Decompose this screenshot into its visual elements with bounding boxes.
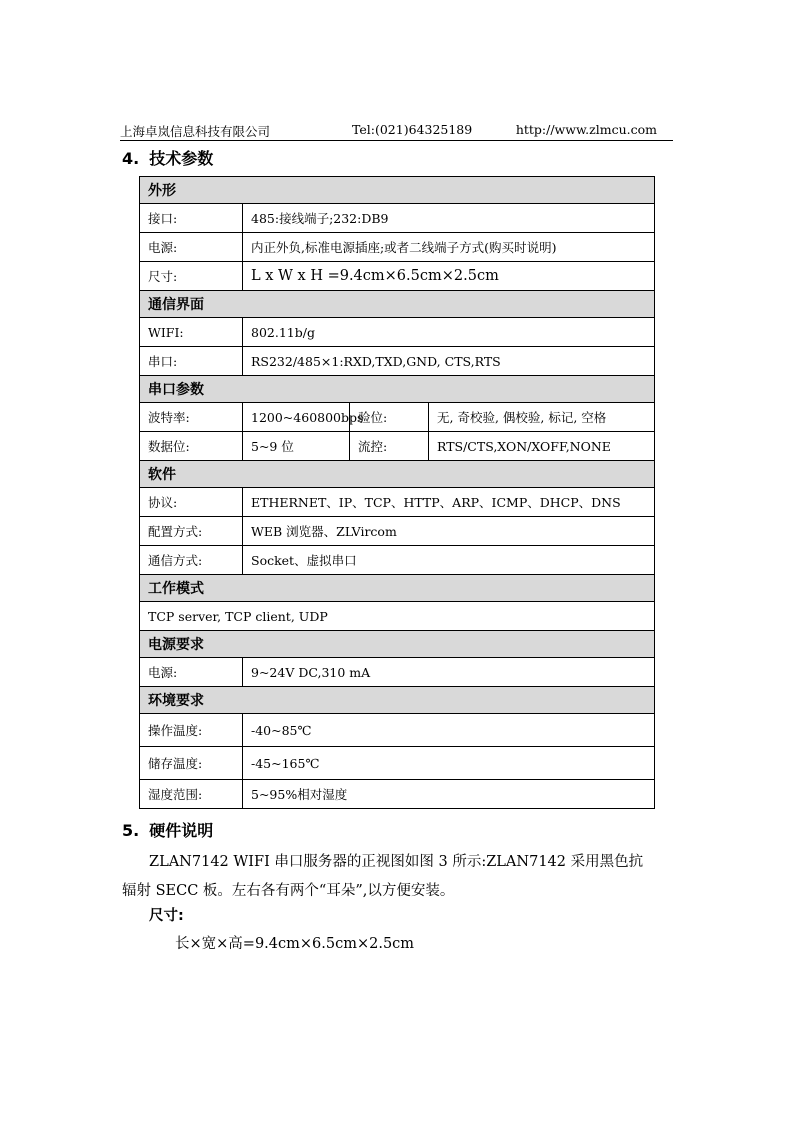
section4-text: 技术参数 — [149, 149, 214, 168]
header-tel: Tel:(021)64325189 — [352, 122, 473, 137]
table-row — [140, 546, 655, 575]
protocol-label: 协议: — [140, 488, 243, 517]
parity-value: 无, 奇校验, 偶校验, 标记, 空格 — [429, 403, 655, 432]
category-row-env — [140, 687, 655, 714]
wifi-value: 802.11b/g — [243, 318, 655, 347]
table-row — [140, 318, 655, 347]
table-row — [140, 233, 655, 262]
humidity-value: 5~95%相对湿度 — [243, 780, 655, 809]
op-temp-value: -40~85℃ — [243, 714, 655, 747]
category-row-software — [140, 461, 655, 488]
paragraph-line-1: ZLAN7142 WIFI 串口服务器的正视图如图 3 所示:ZLAN7142 采用黑色抗 — [149, 854, 644, 870]
interface-value: 485:接线端子;232:DB9 — [243, 204, 655, 233]
config-value: WEB 浏览器、ZLVircom — [243, 517, 655, 546]
protocol-value: ETHERNET、IP、TCP、HTTP、ARP、ICMP、DHCP、DNS — [243, 488, 655, 517]
mode-value: TCP server, TCP client, UDP — [140, 602, 655, 631]
baud-value: 1200~460800bps — [243, 403, 350, 432]
size-label: 尺寸: — [140, 262, 243, 291]
table-row — [140, 602, 655, 631]
category-row-power-req — [140, 631, 655, 658]
config-label: 配置方式: — [140, 517, 243, 546]
serial-label: 串口: — [140, 347, 243, 376]
op-temp-label: 操作温度: — [140, 714, 243, 747]
section5-title — [122, 818, 213, 841]
commmode-value: Socket、虚拟串口 — [243, 546, 655, 575]
category-env: 环境要求 — [140, 687, 655, 714]
st-temp-label: 储存温度: — [140, 747, 243, 780]
table-row — [140, 347, 655, 376]
category-mode: 工作模式 — [140, 575, 655, 602]
databits-label: 数据位: — [140, 432, 243, 461]
header-company: 上海卓岚信息科技有限公司 — [120, 124, 271, 139]
table-row — [140, 747, 655, 780]
table-row — [140, 517, 655, 546]
power-req-label: 电源: — [140, 658, 243, 687]
header-website: http://www.zlmcu.com — [515, 122, 657, 137]
section5-number: 5. — [122, 821, 140, 840]
commmode-label: 通信方式: — [140, 546, 243, 575]
baud-label: 波特率: — [140, 403, 243, 432]
page-header — [120, 120, 673, 141]
power-req-value: 9~24V DC,310 mA — [243, 658, 655, 687]
category-appearance: 外形 — [140, 177, 655, 204]
databits-value: 5~9 位 — [243, 432, 350, 461]
table-row — [140, 714, 655, 747]
table-row — [140, 488, 655, 517]
flow-label: 流控: — [350, 432, 429, 461]
table-row — [140, 204, 655, 233]
wifi-label: WIFI: — [140, 318, 243, 347]
category-row-comm — [140, 291, 655, 318]
category-row-appearance — [140, 177, 655, 204]
size-value: L x W x H =9.4cm×6.5cm×2.5cm — [243, 262, 655, 291]
dimensions-label: 尺寸: — [149, 908, 184, 924]
category-power-req: 电源要求 — [140, 631, 655, 658]
category-software: 软件 — [140, 461, 655, 488]
table-row — [140, 432, 655, 461]
flow-value: RTS/CTS,XON/XOFF,NONE — [429, 432, 655, 461]
interface-label: 接口: — [140, 204, 243, 233]
power-label: 电源: — [140, 233, 243, 262]
power-value: 内正外负,标准电源插座;或者二线端子方式(购买时说明) — [243, 233, 655, 262]
serial-value: RS232/485×1:RXD,TXD,GND, CTS,RTS — [243, 347, 655, 376]
dimensions-value: 长×宽×高=9.4cm×6.5cm×2.5cm — [175, 936, 415, 952]
table-row — [140, 780, 655, 809]
table-row — [140, 262, 655, 291]
section4-title — [122, 146, 213, 169]
category-serial-params: 串口参数 — [140, 376, 655, 403]
category-comm: 通信界面 — [140, 291, 655, 318]
humidity-label: 湿度范围: — [140, 780, 243, 809]
hardware-paragraph — [122, 848, 682, 906]
parity-label: 验位: — [350, 403, 429, 432]
category-row-mode — [140, 575, 655, 602]
table-row — [140, 403, 655, 432]
section5-text: 硬件说明 — [149, 821, 214, 840]
paragraph-line-2: 辐射 SECC 板。左右各有两个“耳朵”,以方便安装。 — [122, 883, 455, 899]
section4-number: 4. — [122, 149, 140, 168]
table-row — [140, 658, 655, 687]
spec-table — [139, 176, 655, 809]
category-row-serial-params — [140, 376, 655, 403]
st-temp-value: -45~165℃ — [243, 747, 655, 780]
